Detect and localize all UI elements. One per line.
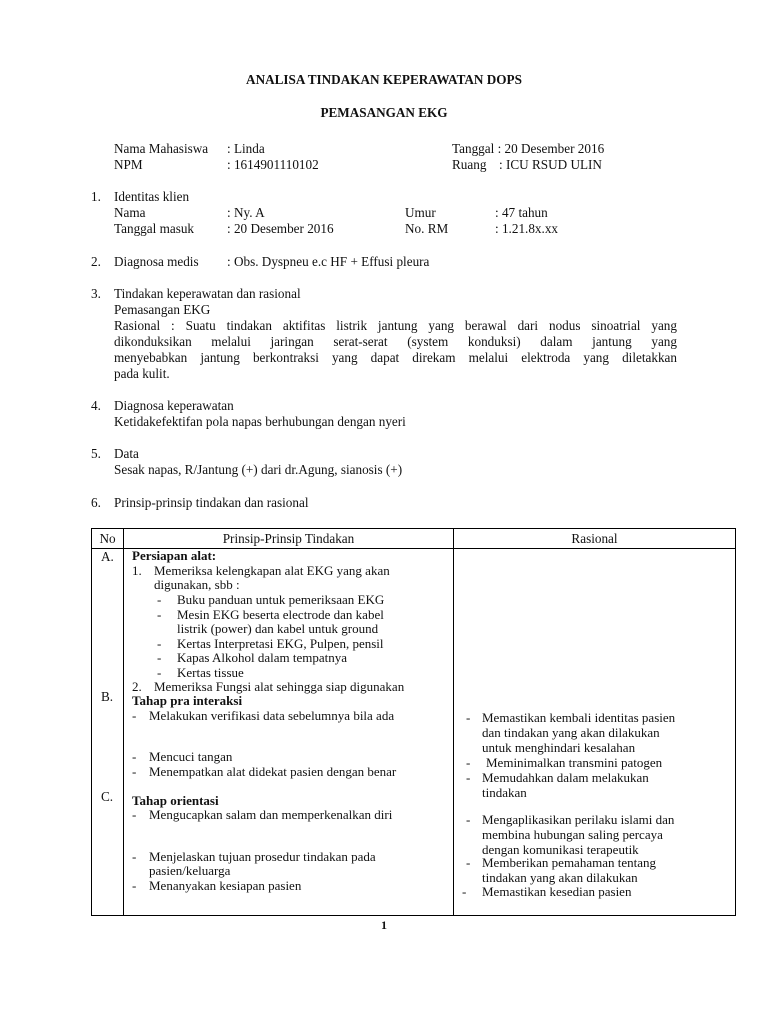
equipment-item: Kapas Alkohol dalam tempatnya (177, 650, 348, 665)
bullet-dash: - (466, 710, 471, 725)
step-c3-text: Menanyakan kesiapan pasien (149, 878, 302, 893)
age-value: : 47 tahun (495, 205, 548, 220)
section-number: 1. (91, 189, 101, 204)
data-value: Sesak napas, R/Jantung (+) dari dr.Agung, sianosis (+) (114, 462, 403, 477)
rationale-text: Memastikan kembali identitas pasien (482, 710, 676, 725)
section-number: 5. (91, 446, 101, 461)
step-b2-text: Mencuci tangan (149, 749, 233, 764)
bullet-dash: - (466, 855, 471, 870)
rationale-text: untuk menghindari kesalahan (482, 740, 636, 755)
table-row (92, 549, 736, 916)
bullet-dash: - (466, 755, 471, 770)
rationale-text: dengan komunikasi terapeutik (482, 842, 639, 857)
bullet-dash: - (466, 812, 471, 827)
npm-value: : 1614901110102 (227, 157, 319, 172)
step-a1-text: digunakan, sbb : (154, 577, 240, 592)
bullet-dash: - (462, 884, 467, 899)
rationale-cell (454, 549, 736, 916)
rationale-line: dikonduksikan melalui jaringan serat-serat (system konduksi) dalam jantung yang (114, 334, 677, 349)
document-title: ANALISA TINDAKAN KEPERAWATAN DOPS (246, 72, 522, 87)
npm-label: NPM (114, 157, 143, 172)
rationale-text: dan tindakan yang akan dilakukan (482, 725, 660, 740)
rationale-line: pada kulit. (114, 366, 170, 381)
page-number: 1 (381, 918, 387, 932)
section-number: 3. (91, 286, 101, 301)
action-name: Pemasangan EKG (114, 302, 211, 317)
medical-record-label: No. RM (405, 221, 449, 236)
table-header-no: No (92, 529, 124, 549)
bullet-dash: - (132, 749, 137, 764)
section-title: Tindakan keperawatan dan rasional (114, 286, 301, 301)
section-title: Diagnosa keperawatan (114, 398, 234, 413)
section-number: 2. (91, 254, 101, 269)
bullet-dash: - (132, 708, 137, 723)
principles-cell (124, 549, 454, 916)
rationale-text: tindakan yang akan dilakukan (482, 870, 638, 885)
rationale-line: Rasional : Suatu tindakan aktifitas listrik jantung yang berawal dari nodus sinoatrial yang (114, 318, 677, 333)
room-label: Ruang (452, 157, 487, 172)
step-letter-c: C. (101, 789, 114, 804)
table-header-principles: Prinsip-Prinsip Tindakan (124, 529, 454, 549)
step-letter-a: A. (101, 549, 114, 564)
bullet-dash: - (132, 849, 137, 864)
student-name-value: : Linda (227, 141, 265, 156)
rationale-line: menyebabkan jantung berkontraksi yang dapat direkam melalui elektroda yang diletakkan (114, 350, 677, 365)
bullet-dash: - (157, 592, 162, 607)
item-number: 1. (132, 563, 142, 578)
medical-record-value: : 1.21.8x.xx (495, 221, 559, 236)
table-header-row (92, 529, 736, 549)
equipment-item: Kertas tissue (177, 665, 244, 680)
patient-name-value: : Ny. A (227, 205, 265, 220)
table-header-rationale: Rasional (454, 529, 736, 549)
equipment-item: Mesin EKG beserta electrode dan kabel (177, 607, 384, 622)
student-name-label: Nama Mahasiswa (114, 141, 209, 156)
equipment-item: Kertas Interpretasi EKG, Pulpen, pensil (177, 636, 384, 651)
medical-diagnosis-label: Diagnosa medis (114, 254, 199, 269)
step-c2-text: pasien/keluarga (149, 863, 231, 878)
nursing-diagnosis-value: Ketidakefektifan pola napas berhubungan dengan nyeri (114, 414, 406, 429)
bullet-dash: - (132, 807, 137, 822)
admission-date-value: : 20 Desember 2016 (227, 221, 334, 236)
step-b-title: Tahap pra interaksi (132, 693, 243, 708)
step-a-title: Persiapan alat: (132, 548, 217, 563)
bullet-dash: - (157, 665, 162, 680)
document-subtitle: PEMASANGAN EKG (320, 105, 448, 120)
principles-table (91, 528, 736, 916)
room-value: : ICU RSUD ULIN (499, 157, 602, 172)
step-c-title: Tahap orientasi (132, 793, 219, 808)
step-b1-text: Melakukan verifikasi data sebelumnya bila ada (149, 708, 395, 723)
bullet-dash: - (157, 607, 162, 622)
admission-date-label: Tanggal masuk (114, 221, 195, 236)
age-label: Umur (405, 205, 436, 220)
rationale-text: Memudahkan dalam melakukan (482, 770, 649, 785)
equipment-item: listrik (power) dan kabel untuk ground (177, 621, 379, 636)
rationale-text: Meminimalkan transmini patogen (486, 755, 663, 770)
equipment-item: Buku panduan untuk pemeriksaan EKG (177, 592, 385, 607)
date-field: Tanggal : 20 Desember 2016 (452, 141, 605, 156)
step-a2-text: Memeriksa Fungsi alat sehingga siap digunakan (154, 679, 405, 694)
item-number: 2. (132, 679, 142, 694)
step-a1-text: Memeriksa kelengkapan alat EKG yang akan (154, 563, 390, 578)
section-title: Identitas klien (114, 189, 190, 204)
bullet-dash: - (132, 878, 137, 893)
rationale-text: membina hubungan saling percaya (482, 827, 663, 842)
step-letter-b: B. (101, 689, 114, 704)
step-b3-text: Menempatkan alat didekat pasien dengan benar (149, 764, 397, 779)
section-title: Data (114, 446, 139, 461)
step-c2-text: Menjelaskan tujuan prosedur tindakan pada (149, 849, 376, 864)
section-title: Prinsip-prinsip tindakan dan rasional (114, 495, 309, 510)
bullet-dash: - (466, 770, 471, 785)
rationale-text: tindakan (482, 785, 527, 800)
step-c1-text: Mengucapkan salam dan memperkenalkan diri (149, 807, 393, 822)
rationale-text: Memastikan kesedian pasien (482, 884, 632, 899)
no-cell (92, 549, 124, 916)
section-number: 6. (91, 495, 101, 510)
bullet-dash: - (157, 650, 162, 665)
medical-diagnosis-value: : Obs. Dyspneu e.c HF + Effusi pleura (227, 254, 430, 269)
bullet-dash: - (157, 636, 162, 651)
section-number: 4. (91, 398, 101, 413)
bullet-dash: - (132, 764, 137, 779)
rationale-text: Mengaplikasikan perilaku islami dan (482, 812, 675, 827)
patient-name-label: Nama (114, 205, 146, 220)
rationale-text: Memberikan pemahaman tentang (482, 855, 656, 870)
